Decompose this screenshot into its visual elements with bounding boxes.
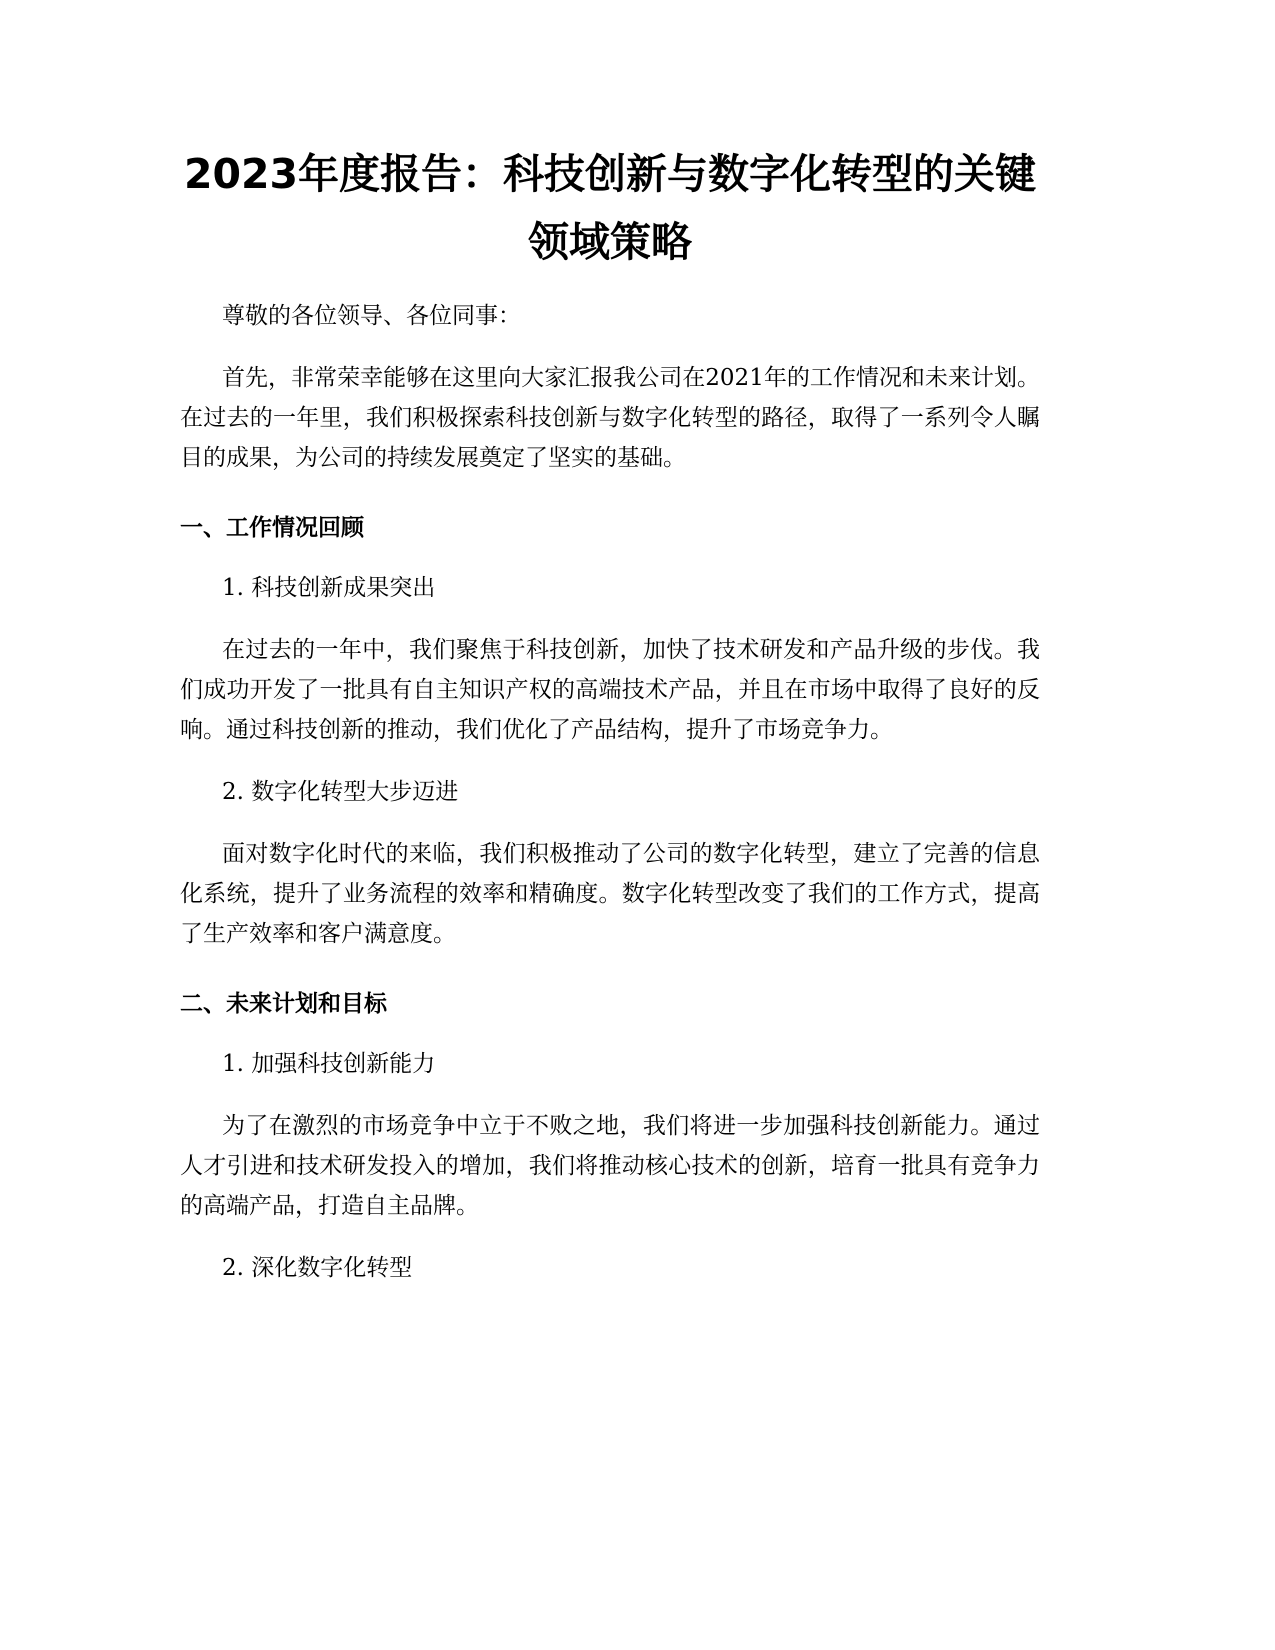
section-review [180, 508, 1040, 954]
body-paragraph: 在过去的一年中，我们聚焦于科技创新，加快了技术研发和产品升级的步伐。我们成功开发了一批具有自主知识产权的高端技术产品，并且在市场中取得了良好的反响。通过科技创新的推动，我们优化了产品结构，提升了市场竞争力。 [180, 637, 1040, 743]
subsection-heading: 1. 科技创新成果突出 [222, 575, 436, 601]
section-plans [180, 984, 1040, 1288]
section-heading: 二、未来计划和目标 [180, 991, 387, 1017]
intro-paragraph: 首先，非常荣幸能够在这里向大家汇报我公司在2021年的工作情况和未来计划。在过去的一年里，我们积极探索科技创新与数字化转型的路径，取得了一系列令人瞩目的成果，为公司的持续发展奠定了坚实的基础。 [180, 365, 1040, 471]
subsection-heading: 1. 加强科技创新能力 [222, 1051, 436, 1077]
document-title: 2023年度报告：科技创新与数字化转型的关键领域策略 [183, 150, 1037, 266]
subsection-heading: 2. 深化数字化转型 [222, 1255, 413, 1281]
section-heading: 一、工作情况回顾 [180, 515, 364, 541]
subsection-heading: 2. 数字化转型大步迈进 [222, 779, 459, 805]
document-page [180, 140, 1040, 1310]
salutation: 尊敬的各位领导、各位同事： [222, 303, 521, 329]
body-paragraph: 为了在激烈的市场竞争中立于不败之地，我们将进一步加强科技创新能力。通过人才引进和技术研发投入的增加，我们将推动核心技术的创新，培育一批具有竞争力的高端产品，打造自主品牌。 [180, 1113, 1040, 1219]
body-paragraph: 面对数字化时代的来临，我们积极推动了公司的数字化转型，建立了完善的信息化系统，提升了业务流程的效率和精确度。数字化转型改变了我们的工作方式，提高了生产效率和客户满意度。 [180, 841, 1040, 947]
